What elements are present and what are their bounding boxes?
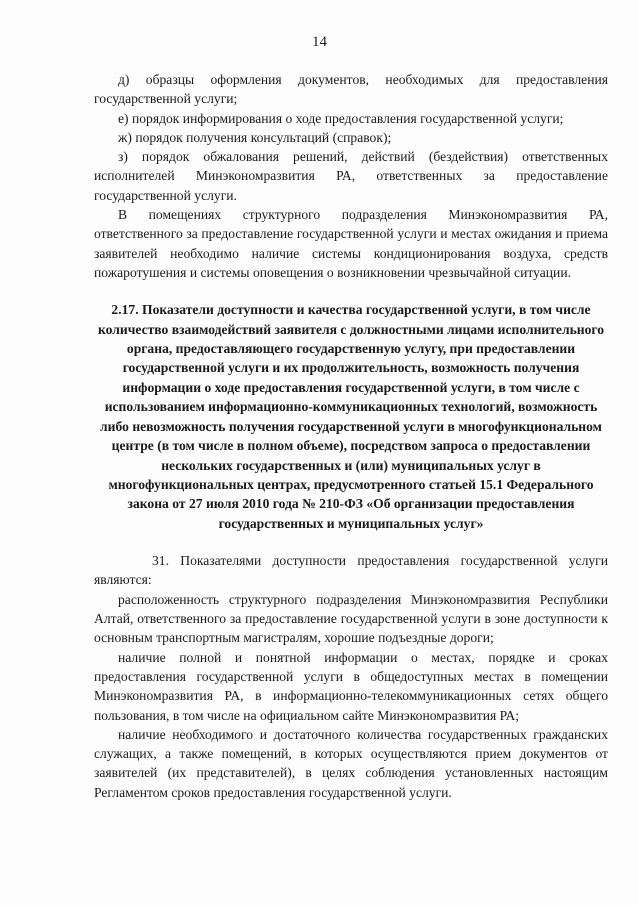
list-item-d: д) образцы оформления документов, необходимых для предоставления государственной услуги; bbox=[94, 72, 608, 107]
list-item-e: е) порядок информирования о ходе предоставления государственной услуги; bbox=[118, 110, 564, 126]
paragraph-info: наличие полной и понятной информации о местах, порядке и сроках предоставления государственной услуги в общедоступных местах в помещении Минэкономразвития РА, в информационно-телекоммуникационных сетях общего пользования, в том числе на официальном сайте Минэкономразвития РА; bbox=[94, 649, 608, 723]
page-number: 14 bbox=[312, 34, 327, 50]
list-item-zh: ж) порядок получения консультаций (справок); bbox=[118, 129, 392, 145]
list-item-z: з) порядок обжалования решений, действий (бездействия) ответственных исполнителей Минэкономразвития РА, ответственных за предоставление государственной услуги. bbox=[94, 149, 608, 203]
paragraph-location: расположенность структурного подразделения Минэкономразвития Республики Алтай, ответственного за предоставление государственной услуги в зоне доступности к основным транспортным магистралям, хорошие подъездные дороги; bbox=[94, 591, 608, 646]
paragraph-31: 31. Показателями доступности предоставления государственной услуги являются: bbox=[94, 553, 608, 588]
paragraph-staff: наличие необходимого и достаточного количества государственных гражданских служащих, а также помещений, в которых осуществляются прием документов от заявителей (их представителей), в целях соблюдения установленных настоящим Регламентом сроков предоставления государственной услуги. bbox=[94, 726, 608, 800]
premises-paragraph: В помещениях структурного подразделения Минэкономразвития РА, ответственного за предоставление государственной услуги и местах ожидания и приема заявителей необходимо наличие системы кондиционирования воздуха, средств пожаротушения и системы оповещения о возникновении чрезвычайной ситуации. bbox=[94, 207, 608, 280]
section-heading: 2.17. Показатели доступности и качества государственной услуги, в том числе количество взаимодействий заявителя с должностными лицами исполнительного органа, предоставляющего государственную услугу, при предоставлении государственной услуги и их продолжительность, возможность получения информации о ходе предоставления государственной услуги, в том числе с использованием информационно-коммуникационных технологий, возможность либо невозможность получения государственной услуги в многофункциональном центре (в том числе в полном объеме), посредством запроса о предоставлении нескольких государственных и (или) муниципальных услуг в многофункциональных центрах, предусмотренного статьей 15.1 Федерального закона от 27 июля 2010 года № 210-ФЗ «Об организации предоставления государственных и муниципальных услуг» bbox=[97, 302, 605, 531]
document-body bbox=[94, 70, 608, 802]
